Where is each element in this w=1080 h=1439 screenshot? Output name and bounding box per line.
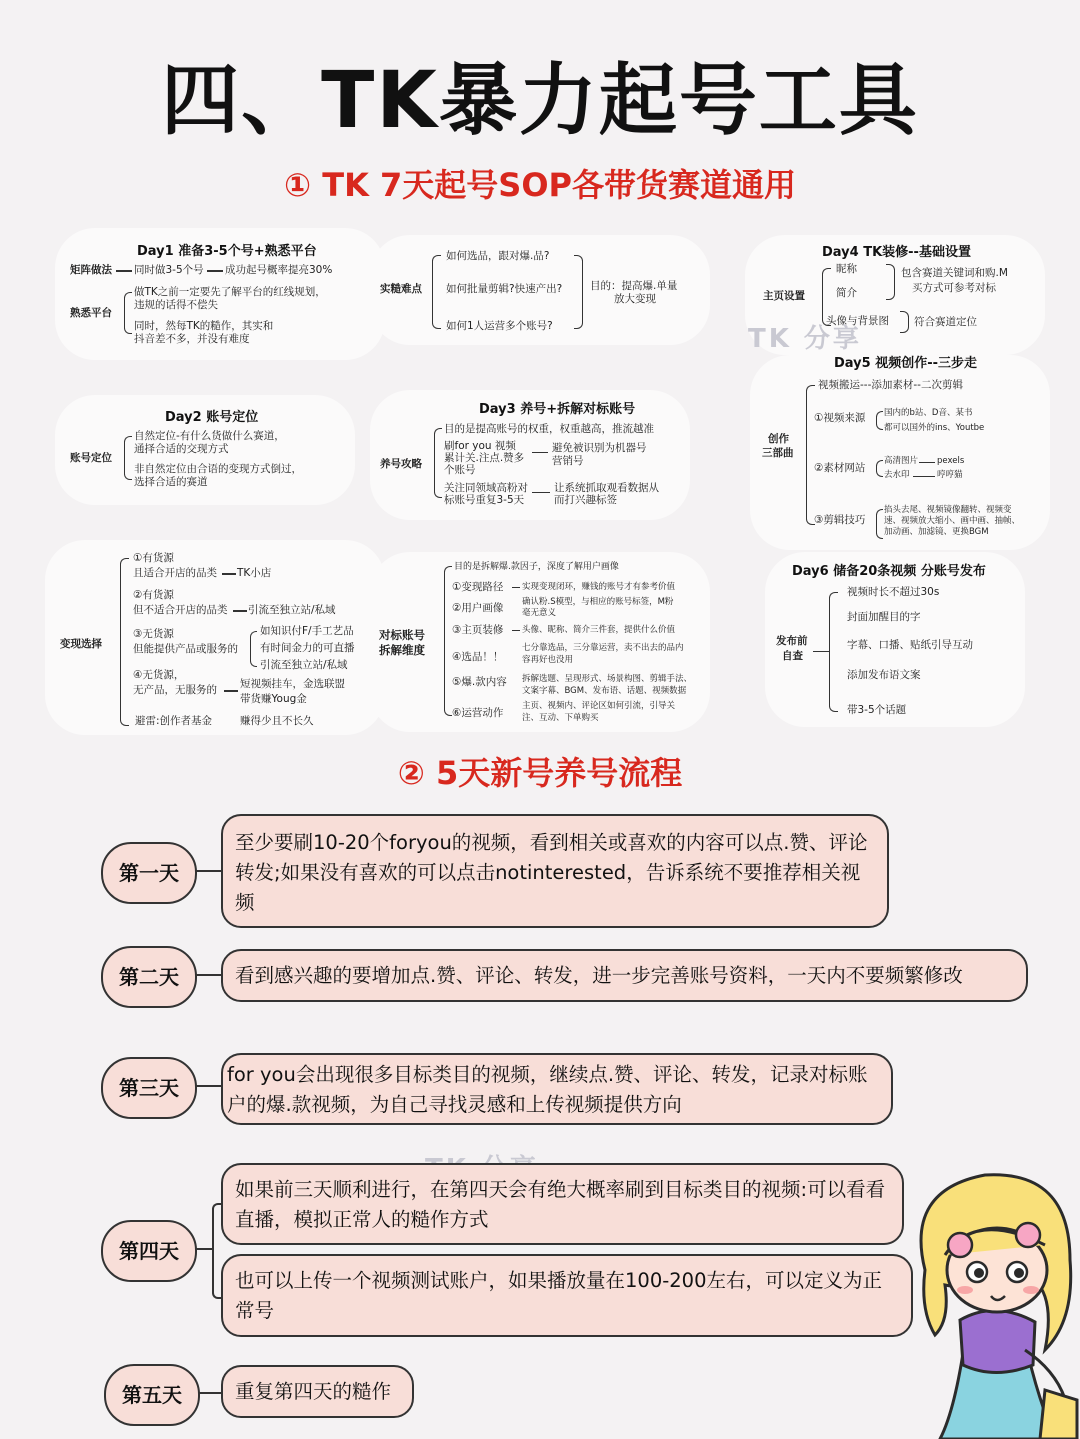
day5-title: Day5 视频创作--三步走 xyxy=(834,356,978,371)
flow-day4-text1: 如果前三天顺利进行，在第四天会有绝大概率刷到目标类目的视频:可以看看直播，模拟正常人的糙作方式 xyxy=(221,1163,904,1245)
bianxian-b2: 但不适合开店的品类 xyxy=(133,604,228,616)
day5-b1v: pexels xyxy=(937,456,965,466)
day3-label: 养号攻略 xyxy=(380,458,422,470)
duibiao-top: 目的是拆解爆.款因子，深度了解用户画像 xyxy=(454,562,619,572)
duibiao-i6t1: 主页、视频内、评论区如何引流，引导关 xyxy=(522,701,676,711)
duibiao-i2t1: 确认粉.S模型，与相应的账号标签，M粉 xyxy=(522,597,674,607)
day5-a1: 国内的b站、D音、某书 xyxy=(884,408,973,418)
day1-label-platform: 熟悉平台 xyxy=(70,307,112,319)
flow-day1-text: 至少要刷10-20个foryou的视频，看到相关或喜欢的内容可以点.赞、评论转发;如果没有喜欢的可以点击notinterested，告诉系统不要推荐相关视频 xyxy=(221,814,889,928)
connector xyxy=(116,270,132,272)
day2-text2: 通择合适的交现方式 xyxy=(134,443,229,455)
duibiao-i1: ①变现路径 xyxy=(452,581,504,593)
connector xyxy=(919,462,935,463)
bracket xyxy=(124,436,132,480)
duibiao-i2: ②用户画像 xyxy=(452,602,504,614)
day3-title: Day3 养号+拆解对标账号 xyxy=(479,402,636,417)
day2-label: 账号定位 xyxy=(70,452,112,464)
day6-i1: 视频时长不超过30s xyxy=(847,586,940,598)
day3-row2b: 累计关.注点.赞多 xyxy=(444,452,525,464)
day4-note1: 包含赛道关键词和购.M xyxy=(901,267,1008,279)
bianxian-b3: 引流至独立站/私域 xyxy=(248,604,336,616)
bianxian-d3: 短视频挂车，金选联盟 xyxy=(240,678,345,690)
bianxian-d2: 无产品，无服务的 xyxy=(133,684,217,696)
flow-day3-text: for you会出现很多目标类目的视频，继续点.赞、评论、转发，记录对标账户的爆.款视频，为自己寻找灵感和上传视频提供方向 xyxy=(221,1053,893,1125)
connector xyxy=(195,870,222,872)
bianxian-c1: ③无货源 xyxy=(133,628,174,640)
day3-row3b: 标账号重复3-5天 xyxy=(444,494,525,506)
day6-label1: 发布前 xyxy=(776,635,808,647)
bracket xyxy=(574,255,583,329)
day3-row3d: 而打兴趣标签 xyxy=(554,494,617,506)
shicao-q3: 如何1人运营多个账号? xyxy=(446,320,553,332)
duibiao-i4: ④选品！！ xyxy=(452,651,504,663)
day5-b1: 高清图片 xyxy=(884,456,919,466)
connector xyxy=(532,492,550,493)
bracket xyxy=(250,631,257,667)
day1-title: Day1 准备3-5个号+熟悉平台 xyxy=(137,244,317,259)
day5-c: ③剪辑技巧 xyxy=(814,514,866,526)
day1-row1b: 成功起号概率提亮30% xyxy=(225,264,333,276)
day5-c1: 掐头去尾、视频镜像翻转、视频变 xyxy=(884,505,1012,515)
connector xyxy=(224,690,238,692)
watermark-1: TK 分享 xyxy=(748,324,862,354)
day5-top: 视频搬运---添加素材--二次剪辑 xyxy=(818,379,963,391)
bianxian-c2: 但能提供产品或服务的 xyxy=(133,643,238,655)
bianxian-b1: ②有货源 xyxy=(133,589,174,601)
day5-b: ②素材网站 xyxy=(814,462,866,474)
bianxian-c3: 如知识付F/手工艺品 xyxy=(260,625,354,637)
connector xyxy=(198,1392,222,1394)
duibiao-i5t1: 拆解选题、呈现形式、场景构图、剪辑手法、 xyxy=(522,674,693,684)
bracket xyxy=(432,255,441,329)
bracket xyxy=(124,292,132,334)
connector xyxy=(222,573,236,575)
bracket xyxy=(444,566,452,716)
duibiao-i5: ⑤爆.款内容 xyxy=(452,676,507,688)
shicao-q1: 如何选品，跟对爆.品? xyxy=(446,250,550,262)
duibiao-i2t2: 毫无意义 xyxy=(522,608,557,618)
duibiao-i3: ③主页装修 xyxy=(452,624,504,636)
shicao-q2: 如何批量剪辑?快速产出? xyxy=(446,283,563,295)
day1-text4: 抖音差不多，并没有难度 xyxy=(134,333,250,345)
day6-i4: 添加发布语文案 xyxy=(847,669,921,681)
day3-row3c: 让系统抓取观看数据从 xyxy=(554,482,659,494)
bracket xyxy=(806,385,815,525)
bracket xyxy=(876,509,883,539)
day4-note3: 符合赛道定位 xyxy=(914,316,977,328)
bianxian-d4: 带货赚Youg金 xyxy=(240,693,307,705)
day2-text4: 选择合适的赛道 xyxy=(134,476,208,488)
day6-i2: 封面加醒目的字 xyxy=(847,611,921,623)
bianxian-e2: 赚得少且不长久 xyxy=(240,715,314,727)
section-title-sop: ① TK 7天起号SOP各带货赛道通用 xyxy=(284,166,796,204)
connector xyxy=(813,651,829,652)
duibiao-i6t2: 注、互动、下单购买 xyxy=(522,713,599,723)
day2-title: Day2 账号定位 xyxy=(165,410,259,425)
day6-title: Day6 储备20条视频 分账号发布 xyxy=(792,564,986,579)
flow-day5-label: 第五天 xyxy=(104,1364,200,1426)
day6-i5: 带3-5个话题 xyxy=(847,704,907,716)
day3-row3a: 关注同领域高粉对 xyxy=(444,482,528,494)
day5-label1: 创作 xyxy=(768,433,789,445)
day6-i3: 字幕、口播、贴纸引导互动 xyxy=(847,639,973,651)
day5-b2: 去水印 xyxy=(884,470,910,480)
bracket xyxy=(876,460,883,477)
page-title: 四、TK暴力起号工具 xyxy=(161,56,919,146)
bianxian-c4: 有时间金力的可直播 xyxy=(260,642,355,654)
bianxian-a3: TK小店 xyxy=(237,567,272,579)
duibiao-i1t: 实现变现闭环，赚钱的账号才有参考价值 xyxy=(522,582,676,592)
day5-a2: 都可以国外的ins、Youtbe xyxy=(884,423,985,433)
day4-title: Day4 TK装修--基础设置 xyxy=(822,245,971,260)
day4-note2: 买方式可参考对标 xyxy=(912,282,996,294)
duibiao-i3t: 头像、昵称、简介三件套，提供什么价值 xyxy=(522,625,676,635)
day5-a: ①视频来源 xyxy=(814,412,866,424)
connector xyxy=(207,270,223,272)
day6-label2: 自查 xyxy=(782,650,803,662)
day1-row1a: 同时做3-5个号 xyxy=(134,264,204,276)
flow-day2-text: 看到感兴趣的要增加点.赞、评论、转发，进一步完善账号资料，一天内不要频繁修改 xyxy=(221,949,1028,1002)
bianxian-c5: 引流至独立站/私域 xyxy=(260,659,348,671)
duibiao-i5t2: 文案字幕、BGM、发布语、话题、视频数据 xyxy=(522,686,687,696)
shicao-goal1: 目的：提高爆.单量 xyxy=(590,280,678,292)
flow-day4-text2: 也可以上传一个视频测试账户，如果播放量在100-200左右，可以定义为正常号 xyxy=(221,1254,913,1337)
connector xyxy=(195,1248,213,1250)
flow-day4-label: 第四天 xyxy=(101,1220,197,1282)
day3-row2c: 个账号 xyxy=(444,464,476,476)
day1-label-matrix: 矩阵做法 xyxy=(70,264,112,276)
duibiao-i4t1: 七分靠选品，三分靠运营，卖不出去的品内 xyxy=(522,643,684,653)
flow-day5-text: 重复第四天的糙作 xyxy=(221,1365,414,1418)
day5-b2v: 哼哼猫 xyxy=(937,470,963,480)
duibiao-i6: ⑥运营动作 xyxy=(452,707,504,719)
connector xyxy=(233,610,247,612)
day5-label2: 三部曲 xyxy=(762,447,794,459)
connector xyxy=(195,974,222,976)
day4-item-nickname: 昵称 xyxy=(836,263,857,275)
day1-text2: 违规的话得不偿失 xyxy=(134,299,218,311)
bracket xyxy=(829,592,838,712)
section-title-flow: ② 5天新号养号流程 xyxy=(397,754,683,792)
flow-day3-label: 第三天 xyxy=(101,1057,197,1119)
bracket xyxy=(434,428,442,498)
day1-text1: 做TK之前一定要先了解平台的红线规划， xyxy=(134,286,326,298)
duibiao-i4t2: 容再好也没用 xyxy=(522,655,574,665)
cartoon-girl-illustration xyxy=(905,1150,1080,1439)
bracket xyxy=(900,311,909,333)
shicao-goal2: 放大变现 xyxy=(614,293,656,305)
day4-item-bio: 简介 xyxy=(836,287,857,299)
bracket xyxy=(876,411,883,430)
connector xyxy=(913,476,935,477)
shicao-label: 实糙难点 xyxy=(380,283,422,295)
day3-row2d: 避免被识别为机器号 xyxy=(552,442,647,454)
day5-c2: 速、视频放大缩小、画中画、抽帧、 xyxy=(884,516,1021,526)
bianxian-a1: ①有货源 xyxy=(133,552,174,564)
connector xyxy=(512,587,520,588)
bianxian-label: 变现选择 xyxy=(60,638,102,650)
flow-day1-label: 第一天 xyxy=(101,842,197,904)
day3-row1: 目的是提高账号的权重，权重越高，推流越准 xyxy=(444,423,654,435)
day4-item-avatar: 头像与背景图 xyxy=(826,315,889,327)
flow-day2-label: 第二天 xyxy=(101,946,197,1008)
day5-c3: 加动画、加滤镜、更换BGM xyxy=(884,527,989,537)
connector xyxy=(195,1085,222,1087)
bracket xyxy=(120,558,129,726)
duibiao-label1: 对标账号 xyxy=(379,628,425,642)
day4-label: 主页设置 xyxy=(763,290,805,302)
duibiao-label2: 拆解维度 xyxy=(379,643,425,657)
connector xyxy=(532,452,548,453)
connector xyxy=(512,630,520,631)
bianxian-d1: ④无货源， xyxy=(133,669,185,681)
day1-text3: 同时，然每TK的糙作，其实和 xyxy=(134,320,274,332)
day2-text3: 非自然定位由合语的变现方式倒过， xyxy=(134,463,302,475)
day3-row2e: 营销号 xyxy=(552,455,584,467)
day2-text1: 自然定位-有什么货做什么赛道， xyxy=(134,430,285,442)
bianxian-a2: 且适合开店的品类 xyxy=(133,567,217,579)
day3-row2a: 刷for you 视频 xyxy=(444,440,516,452)
bianxian-e1: 避雷:创作者基金 xyxy=(135,715,213,727)
bracket xyxy=(886,264,895,300)
